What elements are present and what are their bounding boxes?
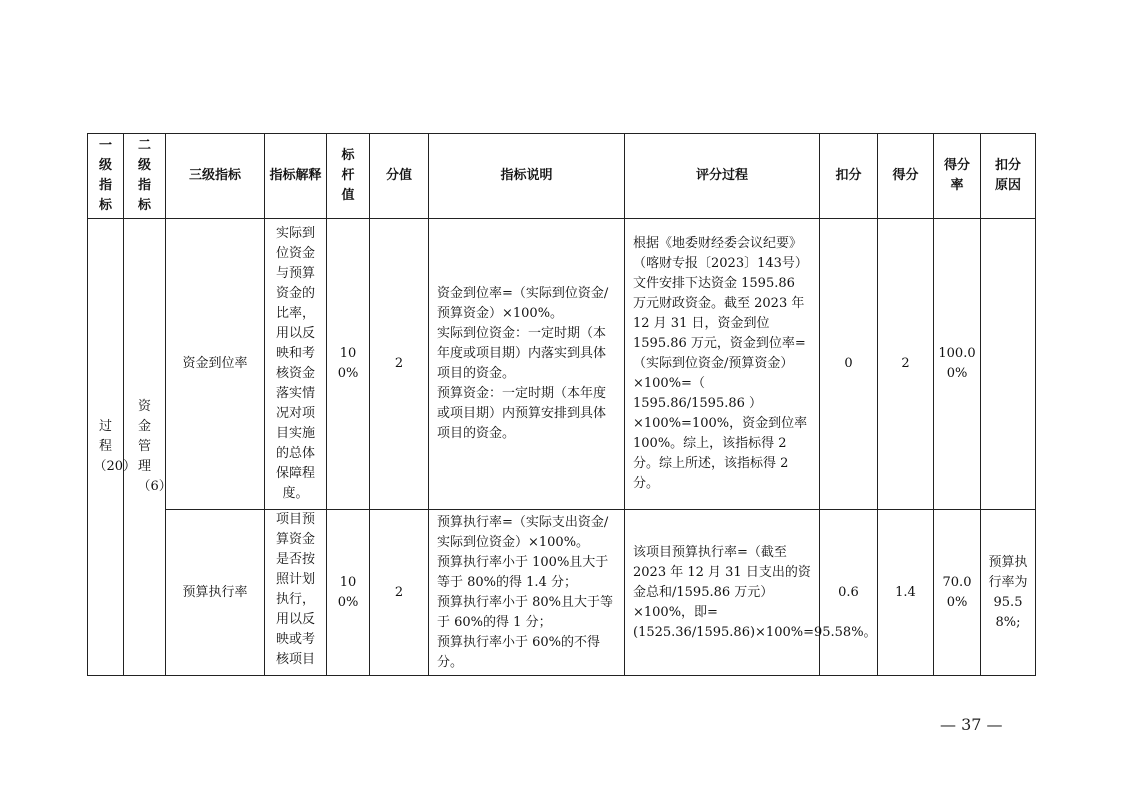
header-description: 指标说明 bbox=[429, 134, 625, 219]
description-cell: 资金到位率=（实际到位资金/预算资金）×100%。 实际到位资金：一定时期（本年度或项目期）内落实到具体项目的资金。 预算资金：一定时期（本年度或项目期）内预算安排到具体项目的资金。 bbox=[429, 219, 625, 510]
score-cell: 1.4 bbox=[878, 510, 934, 676]
header-process: 评分过程 bbox=[625, 134, 820, 219]
rate-cell: 70.00% bbox=[934, 510, 981, 676]
header-benchmark: 标杆值 bbox=[327, 134, 370, 219]
level3-cell: 预算执行率 bbox=[166, 510, 265, 676]
page-number: — 37 — bbox=[940, 715, 1003, 734]
deduction-cell: 0 bbox=[820, 219, 878, 510]
level3-cell: 资金到位率 bbox=[166, 219, 265, 510]
deduction-cell: 0.6 bbox=[820, 510, 878, 676]
table-row bbox=[88, 219, 1036, 510]
score-value-cell: 2 bbox=[370, 510, 429, 676]
header-score: 得分 bbox=[878, 134, 934, 219]
header-rate: 得分率 bbox=[934, 134, 981, 219]
score-value-cell: 2 bbox=[370, 219, 429, 510]
reason-cell bbox=[981, 219, 1036, 510]
score-cell: 2 bbox=[878, 219, 934, 510]
table-row bbox=[88, 510, 1036, 676]
header-reason: 扣分原因 bbox=[981, 134, 1036, 219]
description-cell: 预算执行率=（实际支出资金/实际到位资金）×100%。 预算执行率小于 100%且大于等于 80%的得 1.4 分； 预算执行率小于 80%且大于等于 60%的得 1 分； 预算执行率小于 60%的不得分。 bbox=[429, 510, 625, 676]
explanation-cell: 实际到位资金与预算资金的比率，用以反映和考核资金落实情况对项目实施的总体保障程度。 bbox=[265, 219, 327, 510]
rate-cell: 100.00% bbox=[934, 219, 981, 510]
reason-cell: 预算执行率为95.58%; bbox=[981, 510, 1036, 676]
header-deduction: 扣分 bbox=[820, 134, 878, 219]
explanation-cell: 项目预算资金是否按照计划执行，用以反映或考核项目 bbox=[265, 510, 327, 676]
benchmark-cell: 100% bbox=[327, 510, 370, 676]
header-level3: 三级指标 bbox=[166, 134, 265, 219]
process-cell: 该项目预算执行率=（截至 2023 年 12 月 31 日支出的资金总和/1595.86 万元）×100%，即=(1525.36/1595.86)×100%=95.58%。 bbox=[625, 510, 820, 676]
process-cell: 根据《地委财经委会议纪要》（喀财专报〔2023〕143号）文件安排下达资金 1595.86 万元财政资金。截至 2023 年 12 月 31 日，资金到位 1595.86 万元，资金到位率=（实际到位资金/预算资金）×100%=（ 1595.86/1595.86 ）×100%=100%，资金到位率100%。综上，该指标得 2 分。综上所述，该指标得 2 分。 bbox=[625, 219, 820, 510]
benchmark-cell: 100% bbox=[327, 219, 370, 510]
evaluation-table bbox=[87, 133, 1036, 676]
level2-cell: 资金管理（6） bbox=[124, 219, 166, 676]
level1-cell: 过程（20） bbox=[88, 219, 124, 676]
header-level2: 二级指标 bbox=[124, 134, 166, 219]
header-explanation: 指标解释 bbox=[265, 134, 327, 219]
header-row bbox=[88, 134, 1036, 219]
header-score-value: 分值 bbox=[370, 134, 429, 219]
header-level1: 一级指标 bbox=[88, 134, 124, 219]
